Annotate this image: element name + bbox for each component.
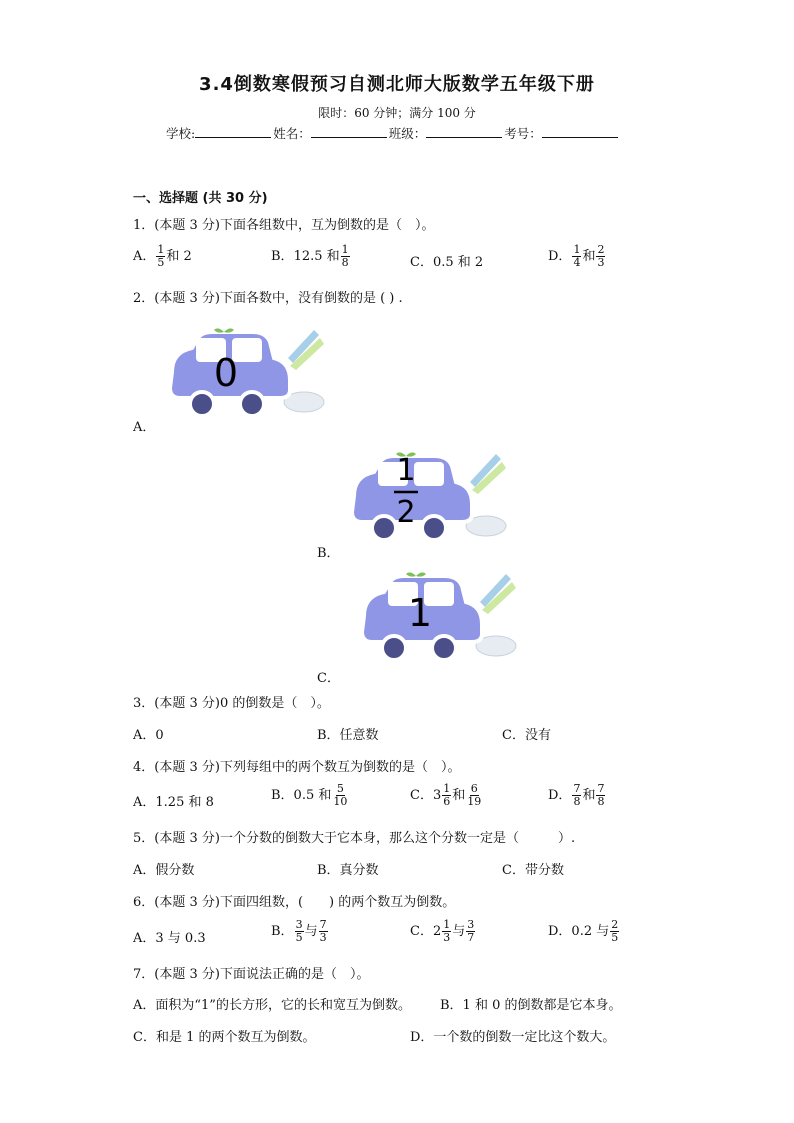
exam-time-score: 限时：60 分钟；满分 100 分 bbox=[318, 106, 476, 120]
car-image-c[interactable] bbox=[350, 566, 530, 666]
fraction: $\frac{3}{7}$ bbox=[467, 918, 475, 944]
q1-option-c[interactable]: C．0.5 和 2 bbox=[410, 255, 484, 270]
question-7-stem: 7．(本题 3 分)下面说法正确的是（ ）。 bbox=[133, 967, 370, 982]
exam-number-label: 考号： bbox=[504, 126, 542, 141]
question-4-stem: 4．(本题 3 分)下列每组中的两个数互为倒数的是（ ）。 bbox=[133, 760, 461, 775]
name-label: 姓名： bbox=[273, 126, 311, 141]
q4-option-a[interactable]: A．1.25 和 8 bbox=[133, 795, 214, 810]
fraction: $\frac{7}{8}$ bbox=[573, 782, 581, 808]
car-image-a[interactable] bbox=[158, 322, 338, 422]
fraction: $\frac{1}{8}$ bbox=[341, 243, 349, 269]
car-fraction-numerator: 1 bbox=[396, 453, 416, 488]
fraction: $\frac{1}{4}$ bbox=[573, 243, 581, 269]
car-icon bbox=[170, 328, 324, 416]
fraction: $\frac{5}{10}$ bbox=[333, 782, 348, 808]
fraction: $\frac{1}{6}$ bbox=[443, 782, 451, 808]
q5-option-a[interactable]: A．假分数 bbox=[133, 863, 195, 878]
q6-option-b[interactable]: B． $\frac{3}{5}$ 与 $\frac{7}{3}$ bbox=[271, 918, 327, 944]
question-1-stem: 1．(本题 3 分)下面各组数中，互为倒数的是（ ）。 bbox=[133, 218, 435, 233]
fraction: $\frac{2}{3}$ bbox=[597, 243, 605, 269]
page-title: 3.4倒数寒假预习自测北师大版数学五年级下册 bbox=[199, 74, 595, 95]
question-3-stem: 3．(本题 3 分)0 的倒数是（ ）。 bbox=[133, 696, 330, 711]
q7-option-a[interactable]: A．面积为“1”的长方形，它的长和宽互为倒数。 bbox=[133, 998, 411, 1013]
fraction: $\frac{1}{3}$ bbox=[443, 918, 451, 944]
fraction: $\frac{7}{8}$ bbox=[597, 782, 605, 808]
class-label: 班级： bbox=[388, 126, 427, 141]
q3-option-a[interactable]: A．0 bbox=[133, 728, 164, 743]
q4-option-c[interactable]: C．3 $\frac{1}{6}$ 和 $\frac{6}{19}$ bbox=[410, 782, 482, 808]
car-fraction-denominator: 2 bbox=[396, 495, 416, 530]
car-icon bbox=[352, 452, 506, 540]
exam-number-blank[interactable] bbox=[542, 125, 618, 138]
q6-option-c[interactable]: C．2 $\frac{1}{3}$ 与 $\frac{3}{7}$ bbox=[410, 918, 475, 944]
question-2-stem: 2．(本题 3 分)下面各数中，没有倒数的是 ( ) . bbox=[133, 291, 403, 306]
q5-option-c[interactable]: C．带分数 bbox=[502, 863, 564, 878]
q7-option-b[interactable]: B．1 和 0 的倒数都是它本身。 bbox=[440, 998, 622, 1013]
q2-option-c-label: C． bbox=[317, 671, 340, 686]
q5-option-b[interactable]: B．真分数 bbox=[317, 863, 379, 878]
fraction: $\frac{2}{5}$ bbox=[611, 918, 619, 944]
q4-option-b[interactable]: B．0.5 和 $\frac{5}{10}$ bbox=[271, 782, 348, 808]
fraction: $\frac{1}{5}$ bbox=[157, 243, 165, 269]
question-6-stem: 6．(本题 3 分)下面四组数，( ) 的两个数互为倒数。 bbox=[133, 895, 456, 910]
q1-option-b[interactable]: B．12.5 和 $\frac{1}{8}$ bbox=[271, 243, 349, 269]
car-image-b[interactable] bbox=[340, 446, 520, 546]
q7-option-d[interactable]: D．一个数的倒数一定比这个数大。 bbox=[410, 1030, 616, 1045]
q2-option-a-label: A． bbox=[133, 420, 156, 435]
fraction: $\frac{6}{19}$ bbox=[467, 782, 482, 808]
q1-option-a[interactable]: A． $\frac{1}{5}$ 和 2 bbox=[133, 243, 192, 269]
school-label: 学校: bbox=[166, 126, 196, 141]
school-blank[interactable] bbox=[195, 125, 271, 138]
q4-option-d[interactable]: D． $\frac{7}{8}$ 和 $\frac{7}{8}$ bbox=[548, 782, 605, 808]
name-blank[interactable] bbox=[311, 125, 387, 138]
q3-option-c[interactable]: C．没有 bbox=[502, 728, 551, 743]
class-blank[interactable] bbox=[426, 125, 502, 138]
fraction: $\frac{3}{5}$ bbox=[295, 918, 303, 944]
car-number: 1 bbox=[407, 591, 433, 635]
question-5-stem: 5．(本题 3 分)一个分数的倒数大于它本身，那么这个分数一定是（ ）. bbox=[133, 831, 576, 846]
q1-option-d[interactable]: D． $\frac{1}{4}$ 和 $\frac{2}{3}$ bbox=[548, 243, 605, 269]
q2-option-b-label: B． bbox=[317, 546, 340, 561]
q7-option-c[interactable]: C．和是 1 的两个数互为倒数。 bbox=[133, 1030, 316, 1045]
car-number: 0 bbox=[213, 351, 239, 395]
fraction: $\frac{7}{3}$ bbox=[319, 918, 327, 944]
car-icon bbox=[362, 572, 516, 660]
student-info-line bbox=[166, 124, 620, 142]
section-title: 一、选择题 (共 30 分) bbox=[133, 191, 268, 206]
q3-option-b[interactable]: B．任意数 bbox=[317, 728, 379, 743]
q6-option-a[interactable]: A．3 与 0.3 bbox=[133, 931, 206, 946]
q6-option-d[interactable]: D．0.2 与 $\frac{2}{5}$ bbox=[548, 918, 619, 944]
